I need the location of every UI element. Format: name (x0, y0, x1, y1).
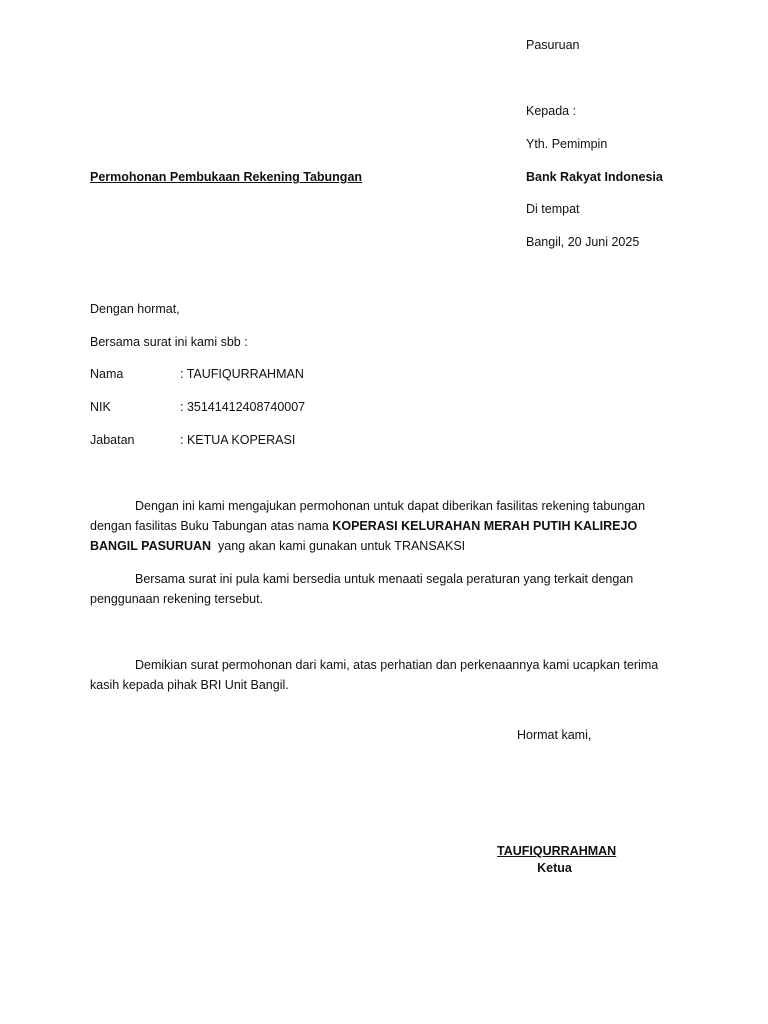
letter-subject: Permohonan Pembukaan Rekening Tabungan (90, 170, 363, 184)
place: Pasuruan (526, 38, 580, 52)
field-row-name (90, 366, 304, 382)
nik-label: NIK (90, 400, 111, 414)
body-paragraph-3: Demikian surat permohonan dari kami, atas perhatian dan perkenaannya kami ucapkan terima kasih kepada pihak BRI Unit Bangil. (90, 658, 659, 692)
intro-line: Bersama surat ini kami sbb : (90, 335, 248, 349)
letter-date: Bangil, 20 Juni 2025 (526, 235, 640, 249)
location: Di tempat (526, 202, 580, 216)
field-row-nik (90, 399, 305, 415)
organization-name: KOPERASI KELURAHAN MERAH PUTIH KALIREJO BANGIL PASURUAN (90, 519, 638, 553)
closing-salutation: Hormat kami, (517, 728, 592, 742)
name-value: : TAUFIQURRAHMAN (180, 367, 304, 381)
p1-start: Dengan ini kami mengajukan permohonan untuk dapat diberikan fasilitas rekening tabungan dengan fasilitas Buku Tabungan atas nama (90, 499, 646, 533)
body-paragraph-1 (90, 496, 680, 556)
signer-title: Ketua (537, 861, 572, 875)
nik-value: : 35141412408740007 (180, 400, 306, 414)
field-row-position (90, 432, 295, 448)
to-label: Kepada : (526, 104, 577, 118)
name-label: Nama (90, 367, 124, 381)
body-paragraph-2: Bersama surat ini pula kami bersedia untuk menaati segala peraturan yang terkait dengan penggunaan rekening tersebut. (90, 572, 634, 606)
signature-block (497, 843, 617, 877)
p1-end: yang akan kami gunakan untuk TRANSAKSI (211, 539, 466, 553)
position-label: Jabatan (90, 433, 135, 447)
recipient-title: Yth. Pemimpin (526, 137, 608, 151)
bank-name: Bank Rakyat Indonesia (526, 170, 663, 184)
greeting: Dengan hormat, (90, 302, 180, 316)
position-value: : KETUA KOPERASI (180, 433, 296, 447)
signer-name: TAUFIQURRAHMAN (497, 844, 617, 858)
